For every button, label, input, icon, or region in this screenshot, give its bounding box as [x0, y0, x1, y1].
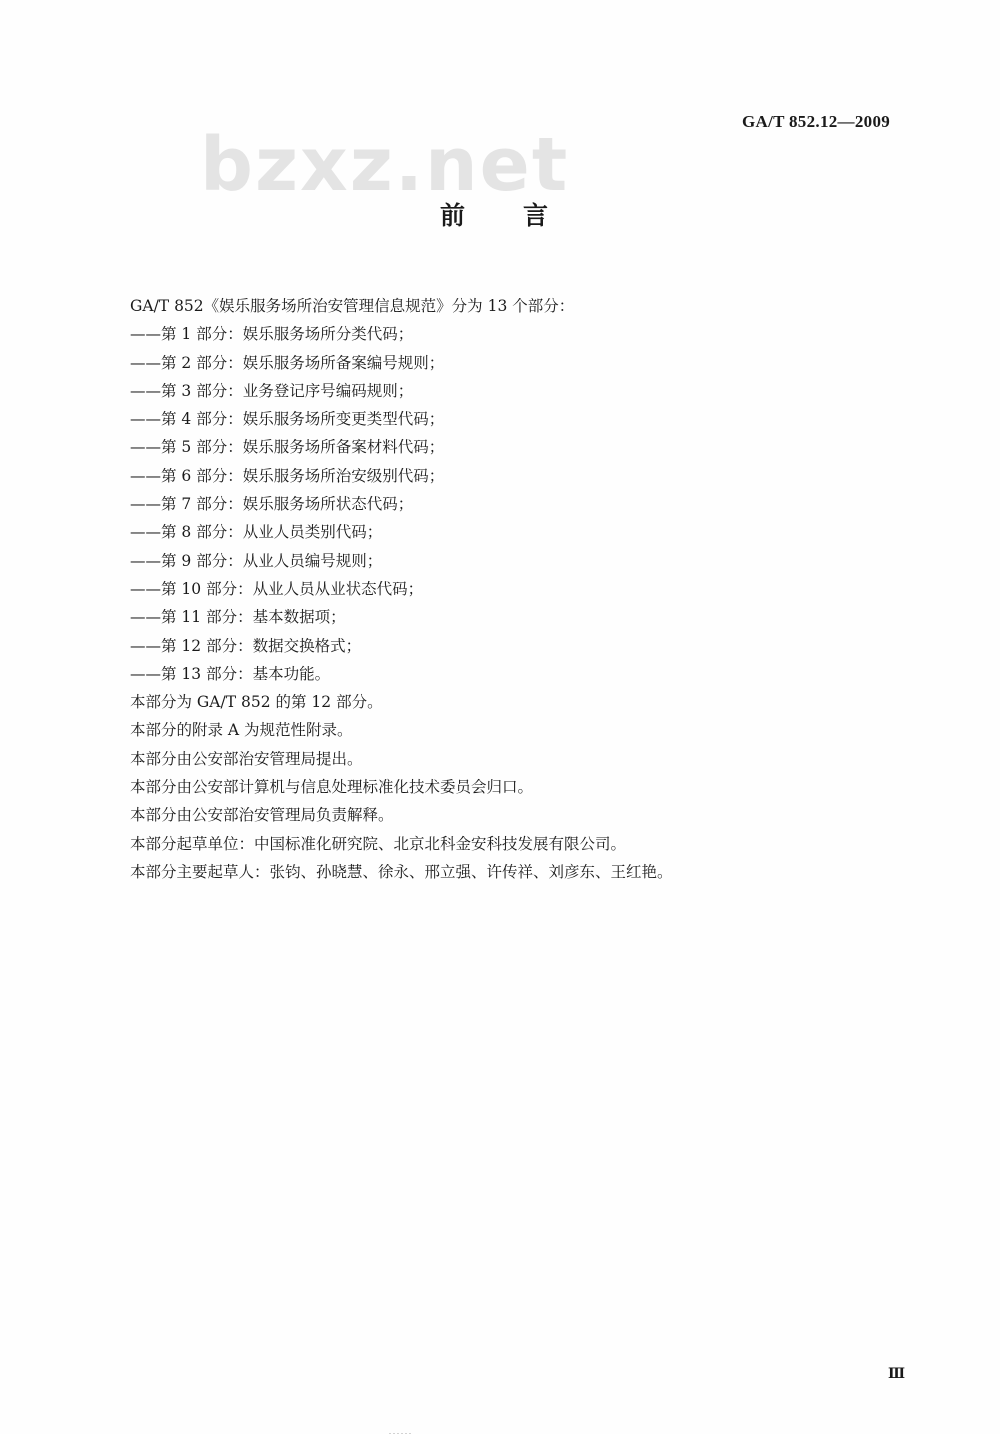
part-list-item: ——第 2 部分：娱乐服务场所备案编号规则；	[130, 353, 445, 372]
part-list-item: ——第 11 部分：基本数据项；	[130, 608, 346, 627]
footer-cut-off-text: ……	[388, 1424, 412, 1434]
part-list-item: ——第 13 部分：基本功能。	[130, 664, 331, 683]
part-list-item: ——第 6 部分：娱乐服务场所治安级别代码；	[130, 466, 445, 485]
page-title: 前言	[440, 201, 607, 230]
foreword-body	[130, 292, 930, 886]
intro-paragraph: GA/T 852《娱乐服务场所治安管理信息规范》分为 13 个部分：	[130, 297, 575, 315]
part-list-item: ——第 4 部分：娱乐服务场所变更类型代码；	[130, 410, 445, 429]
statement-paragraph: 本部分起草单位：中国标准化研究院、北京北科金安科技发展有限公司。	[130, 834, 627, 853]
part-list-item: ——第 7 部分：娱乐服务场所状态代码；	[130, 495, 414, 514]
statement-paragraph: 本部分的附录 A 为规范性附录。	[130, 721, 353, 740]
part-list-item: ——第 12 部分：数据交换格式；	[130, 636, 362, 655]
statement-paragraph: 本部分由公安部治安管理局提出。	[130, 749, 363, 768]
part-list-item: ——第 5 部分：娱乐服务场所备案材料代码；	[130, 438, 445, 457]
statement-paragraph: 本部分主要起草人：张钧、孙晓慧、徐永、邢立强、许传祥、刘彦东、王红艳。	[130, 862, 673, 881]
part-list-item: ——第 9 部分：从业人员编号规则；	[130, 551, 383, 570]
standard-code: GA/T 852.12—2009	[742, 112, 891, 131]
statement-paragraph: 本部分为 GA/T 852 的第 12 部分。	[130, 693, 383, 712]
watermark: bzxz.net	[200, 122, 570, 208]
part-list-item: ——第 3 部分：业务登记序号编码规则；	[130, 381, 414, 400]
part-list-item: ——第 8 部分：从业人员类别代码；	[130, 523, 383, 542]
page-number: Ⅲ	[888, 1367, 906, 1382]
part-list-item: ——第 10 部分：从业人员从业状态代码；	[130, 579, 424, 598]
part-list-item: ——第 1 部分：娱乐服务场所分类代码；	[130, 325, 414, 344]
statement-paragraph: 本部分由公安部治安管理局负责解释。	[130, 806, 394, 825]
statement-paragraph: 本部分由公安部计算机与信息处理标准化技术委员会归口。	[130, 778, 534, 797]
